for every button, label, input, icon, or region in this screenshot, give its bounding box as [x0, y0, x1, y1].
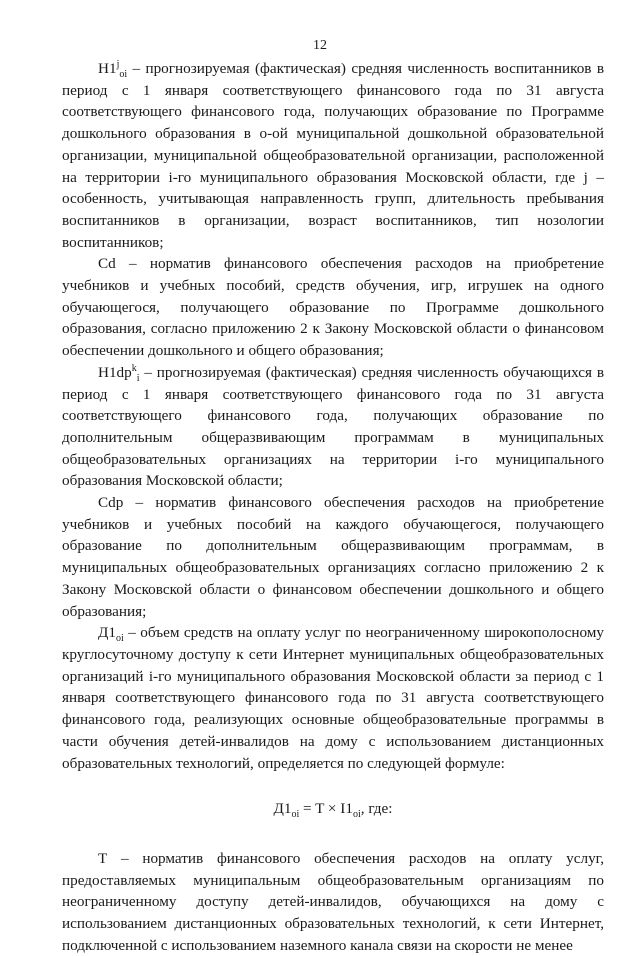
paragraph-h1-text: – прогнозируемая (фактическая) средняя численность воспитанников в период с 1 января соответствующего финансового года по 31 августа соответствующего финансового года, получающих образование по Программе дошкольного образования в о-ой муниципальной дошкольной образовательной организации, муниципальной общеобразовательной организации, расположенной на территории i-го муниципального образования Московской области, где j – особенность, учитывающая направленность групп, длительность пребывания воспитанников в организации, возраст воспитанников, тип нозологии воспитанников; — [62, 60, 604, 251]
symbol-cdp: Cdp — [98, 494, 124, 512]
page-number: 12 — [313, 38, 327, 53]
symbol-h1dp: H1dp — [98, 363, 132, 381]
document-body — [62, 58, 604, 956]
symbol-h1: H1 — [98, 60, 117, 77]
superscript-j: j — [116, 58, 120, 70]
paragraph-t: Т – норматив финансового обеспечения расходов на оплату услуг, предоставляемых муниципальным общеобразовательным организациям по неограниченному доступу детей-инвалидов, обучающихся на дому с использованием дистанционных образовательных технологий, к сети Интернет, подключенной с использованием наземного канала связи на скорости не менее — [62, 849, 604, 954]
paragraph-cdp-text: – норматив финансового обеспечения расходов на приобретение учебников и учебных пособий на каждого обучающегося, получающего образование по дополнительным общеразвивающим программам, в муниципальных общеобразовательных организациях согласно приложению 2 к Закону Московской области о финансовом обеспечении дошкольного и общего образования; — [62, 494, 604, 620]
paragraph-cd-text: – норматив финансового обеспечения расходов на приобретение учебников и учебных пособий, средств обучения, игр, игрушек на одного обучающегося, получающего образование по Программе дошкольного образования, согласно приложению 2 к Закону Московской области о финансовом обеспечении дошкольного и общего образования; — [62, 255, 604, 360]
subscript-i: i — [136, 372, 140, 384]
paragraph-d1-text: – объем средств на оплату услуг по неограниченному широкополосному круглосуточному доступу к сети Интернет муниципальных общеобразовательных организаций i-го муниципального образования Московской области за период с 1 января соответствующего финансового года по 31 августа соответствующего финансового года, реализующих основные общеобразовательные программы в части обучения детей-инвалидов на дому с использованием дистанционных образовательных технологий, определяется по следующей формуле: — [62, 624, 604, 772]
superscript-k: k — [131, 362, 137, 374]
formula-lhs: Д1 — [273, 800, 292, 818]
formula-lhs-subscript: oi — [291, 809, 300, 821]
subscript-oi: oi — [115, 633, 124, 645]
formula-rhs-subscript: oi — [352, 809, 361, 821]
paragraph-cd — [62, 253, 604, 362]
symbol-d1: Д1 — [98, 624, 116, 642]
paragraph-cdp — [62, 492, 604, 622]
paragraph-h1dp — [62, 362, 604, 492]
formula-middle: = T × I1 — [299, 800, 353, 818]
subscript-oi: oi — [119, 69, 128, 81]
formula-tail: , где: — [360, 800, 393, 818]
paragraph-d1 — [62, 622, 604, 774]
formula — [62, 798, 604, 820]
paragraph-h1dp-text: – прогнозируемая (фактическая) средняя численность обучающихся в период с 1 января соответствующего финансового года по 31 августа соответствующего финансового года, получающих образование по дополнительным общеразвивающим программам в муниципальных общеобразовательных организациях на территории i-го муниципального образования Московской области; — [62, 363, 604, 490]
paragraph-h1 — [62, 58, 604, 253]
symbol-cd: Cd — [98, 255, 116, 273]
